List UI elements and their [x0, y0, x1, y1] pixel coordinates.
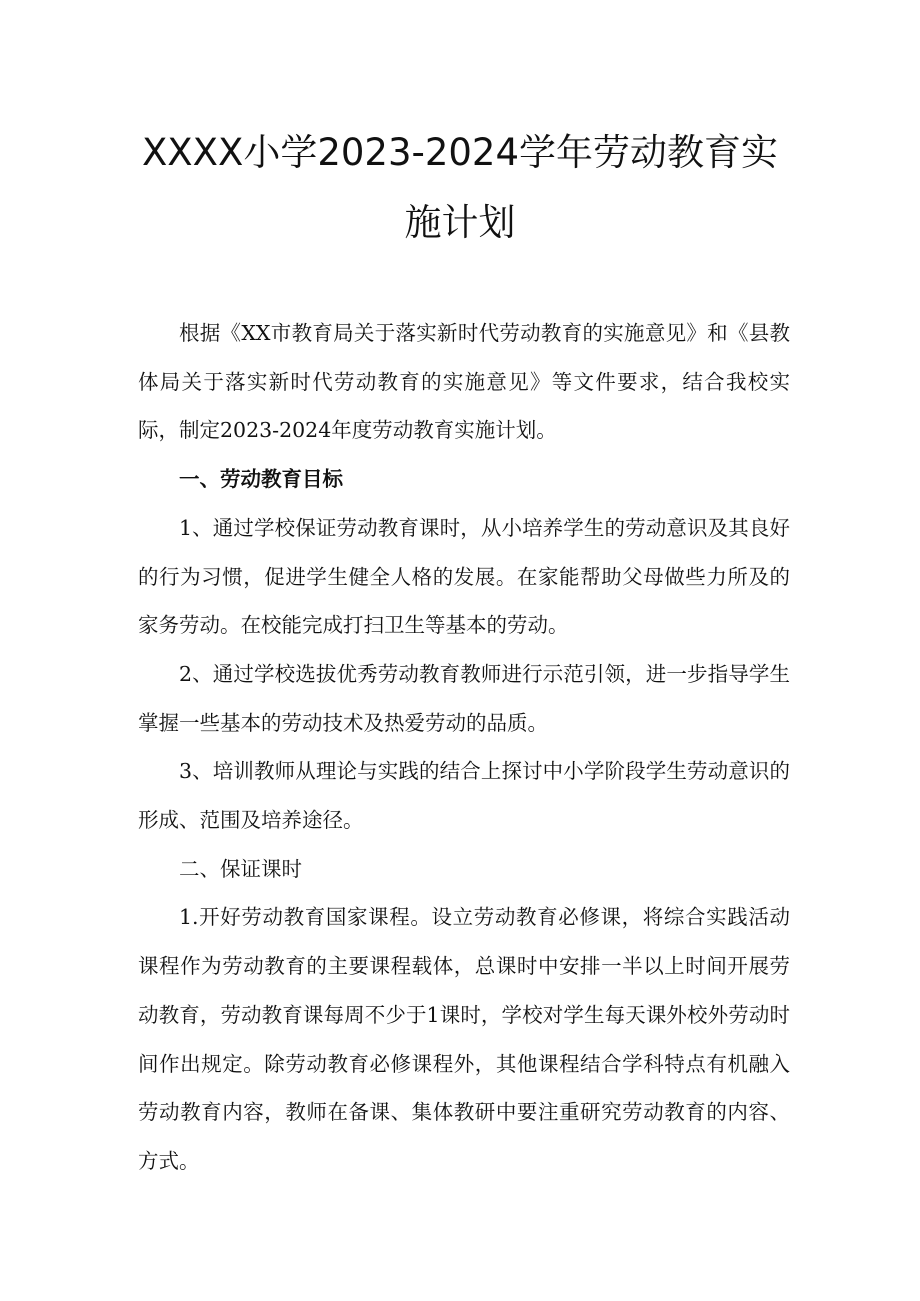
- section-1-heading: 一、劳动教育目标: [179, 467, 343, 492]
- goal-paragraph-1: 1、通过学校保证劳动教育课时，从小培养学生的劳动意识及其良好的行为习惯，促进学生健全人格的发展。在家能帮助父母做些力所及的家务劳动。在校能完成打扫卫生等基本的劳动。: [138, 515, 790, 638]
- goal-paragraph-2: 2、通过学校选拔优秀劳动教育教师进行示范引领，进一步指导学生掌握一些基本的劳动技术及热爱劳动的品质。: [138, 661, 790, 735]
- document-title-line-2: 施计划: [404, 201, 516, 244]
- document-body: [138, 309, 790, 1186]
- section-2-item-1: 1.开好劳动教育国家课程。设立劳动教育必修课，将综合实践活动课程作为劳动教育的主要课程载体，总课时中安排一半以上时间开展劳动教育，劳动教育课每周不少于1课时，学校对学生每天课外校外劳动时间作出规定。除劳动教育必修课程外，其他课程结合学科特点有机融入劳动教育内容，教师在备课、集体教研中要注重研究劳动教育的内容、方式。: [138, 905, 790, 1173]
- section-2-heading: 二、保证课时: [179, 856, 302, 881]
- goal-paragraph-3: 3、培训教师从理论与实践的结合上探讨中小学阶段学生劳动意识的形成、范围及培养途径。: [138, 759, 790, 833]
- document-title-line-1: XXXX小学2023-2024学年劳动教育实: [141, 131, 779, 174]
- intro-paragraph: 根据《XX市教育局关于落实新时代劳动教育的实施意见》和《县教体局关于落实新时代劳动教育的实施意见》等文件要求，结合我校实际，制定2023-2024年度劳动教育实施计划。: [138, 321, 790, 443]
